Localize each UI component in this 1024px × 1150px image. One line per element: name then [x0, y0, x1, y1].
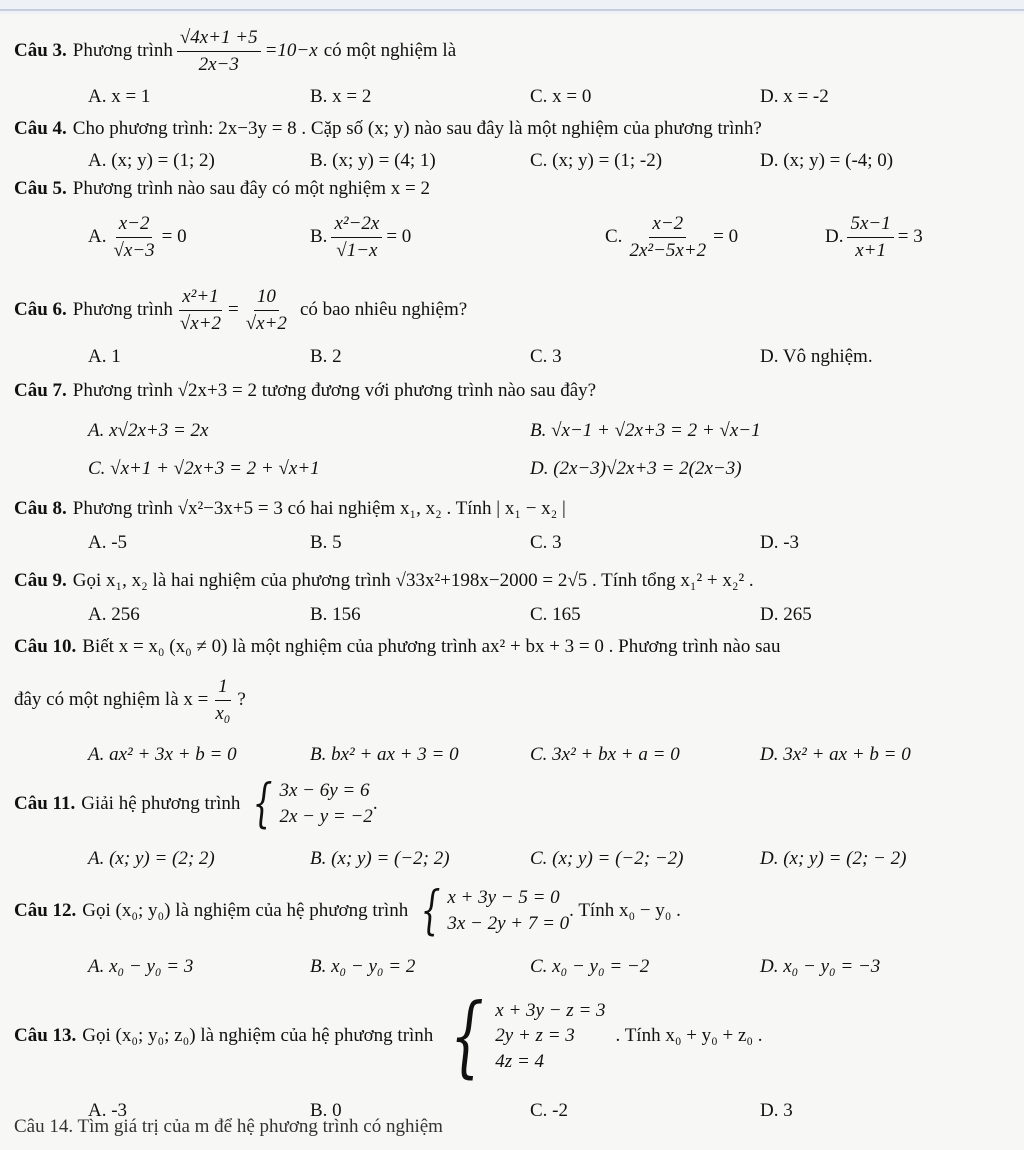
option-c: C. 165: [530, 604, 581, 625]
system-equation-2: 3x − 2y + 7 = 0: [447, 913, 570, 934]
option-d: D. 3: [760, 1100, 793, 1121]
equation-system: [439, 984, 606, 1087]
option-c: C. (x; y) = (−2; −2): [530, 848, 684, 869]
option-c: C. x = 0: [530, 86, 592, 107]
option-d: D. (x; y) = (2; − 2): [760, 848, 907, 869]
option-a: A. 256: [88, 604, 140, 625]
question-tail: có bao nhiêu nghiệm?: [299, 299, 468, 320]
fraction-denominator: 2x−3: [198, 53, 239, 75]
question-7: [14, 380, 596, 402]
option-b: B. 0: [310, 1100, 342, 1121]
option-d: D. x₀ − y₀ = −3: [760, 956, 881, 977]
option-d: D. (2x−3)√2x+3 = 2(2x−3): [530, 458, 742, 479]
fraction: [177, 27, 261, 76]
fraction-denominator: √x−3: [113, 239, 155, 261]
option-a: A. x = 1: [88, 86, 151, 107]
question-lead: Phương trình: [72, 40, 173, 61]
question-text: Cho phương trình: 2x−3y = 8 . Cặp số (x; y) nào sau đây là một nghiệm của phương trình?: [72, 118, 762, 139]
option-a: A. x₀ − y₀ = 3: [88, 956, 194, 977]
equation-system: [246, 774, 373, 834]
question-10-line-2: [14, 672, 246, 728]
option-a: A. -5: [88, 532, 128, 553]
fraction-denominator: x₀: [215, 702, 231, 724]
fraction: [212, 676, 233, 725]
option-letter: B.: [310, 226, 328, 247]
fraction-denominator: √x+2: [179, 312, 222, 334]
option-b: B. bx² + ax + 3 = 0: [310, 744, 459, 765]
question-4: [14, 118, 762, 140]
cut-off-text: Câu 14. Tìm giá trị của m để hệ phương trình có nghiệm: [14, 1116, 443, 1137]
option-c: C. 3: [530, 346, 562, 367]
fraction-numerator: √4x+1 +5: [177, 27, 261, 52]
fraction-numerator: x−2: [116, 213, 153, 238]
question-lead: Phương trình: [72, 299, 173, 320]
fraction-numerator: x²−2x: [331, 213, 382, 238]
option-a: A. (x; y) = (1; 2): [88, 150, 215, 171]
option-d: D. -3: [760, 532, 800, 553]
equation-rhs: =10−x: [264, 40, 318, 61]
option-a: A. -3: [88, 1100, 128, 1121]
option-letter: C.: [605, 226, 623, 247]
option-d: D. Vô nghiệm.: [760, 346, 873, 367]
fraction: [331, 213, 382, 262]
fraction-numerator: 5x−1: [847, 213, 893, 238]
option-d: D. 3x² + ax + b = 0: [760, 744, 911, 765]
option-letter: A.: [88, 226, 107, 247]
option-c: C. 3x² + bx + a = 0: [530, 744, 680, 765]
fraction-numerator: 1: [215, 676, 231, 701]
equation-rhs: = 0: [161, 226, 187, 247]
question-label: Câu 10.: [14, 636, 77, 657]
left-brace: {: [252, 774, 273, 834]
option-c: [605, 208, 738, 266]
question-label: Câu 12.: [14, 900, 77, 921]
equals-sign: =: [228, 299, 239, 320]
option-b: B. (x; y) = (4; 1): [310, 150, 436, 171]
fraction-numerator: x−2: [649, 213, 686, 238]
question-label: Câu 7.: [14, 380, 67, 401]
fraction: [626, 213, 709, 262]
question-tail: .: [372, 793, 378, 814]
fraction-denominator: x+1: [855, 239, 886, 261]
question-text: Biết x = x₀ (x₀ ≠ 0) là một nghiệm của phương trình ax² + bx + 3 = 0 . Phương trình nào sau: [82, 636, 781, 657]
system-equation-2: 2y + z = 3: [495, 1025, 575, 1047]
option-b: B. 2: [310, 346, 342, 367]
question-8: [14, 498, 566, 520]
fraction: [110, 213, 157, 262]
question-label: Câu 8.: [14, 498, 67, 519]
fraction-denominator: 2x²−5x+2: [629, 239, 707, 261]
system-equation-3: 4z = 4: [495, 1050, 545, 1072]
question-tail: ?: [237, 689, 246, 710]
question-label: Câu 5.: [14, 178, 67, 199]
option-b: B. 5: [310, 532, 342, 553]
option-b: B. 156: [310, 604, 361, 625]
question-label: Câu 11.: [14, 793, 76, 814]
question-text: Phương trình √2x+3 = 2 tương đương với phương trình nào sau đây?: [72, 380, 597, 401]
option-a: A. x√2x+3 = 2x: [88, 420, 209, 441]
equation-rhs: = 0: [386, 226, 412, 247]
question-label: Câu 4.: [14, 118, 67, 139]
left-brace: {: [420, 881, 441, 941]
question-lead: Giải hệ phương trình: [81, 793, 241, 814]
fraction-numerator: x²+1: [179, 286, 221, 311]
option-d: [825, 208, 923, 266]
option-b: B. (x; y) = (−2; 2): [310, 848, 450, 869]
option-b: B. x = 2: [310, 86, 372, 107]
question-5: [14, 178, 430, 200]
option-a: A. 1: [88, 346, 121, 367]
system-lines: [447, 885, 569, 936]
fraction-numerator: 10: [254, 286, 279, 311]
system-equation-1: x + 3y − 5 = 0: [447, 887, 560, 909]
fraction: [177, 286, 224, 335]
question-11: [14, 774, 378, 834]
equation-system: [414, 881, 570, 941]
question-3: [14, 22, 456, 80]
system-lines: [279, 778, 372, 829]
fraction: [847, 213, 893, 262]
system-equation-1: 3x − 6y = 6: [279, 780, 370, 802]
option-a: A. ax² + 3x + b = 0: [88, 744, 237, 765]
question-12: [14, 880, 681, 942]
option-d: D. (x; y) = (-4; 0): [760, 150, 894, 171]
question-lead: Gọi (x₀; y₀) là nghiệm của hệ phương trình: [82, 900, 409, 921]
question-label: Câu 3.: [14, 40, 67, 61]
question-label: Câu 6.: [14, 299, 67, 320]
question-label: Câu 13.: [14, 1025, 77, 1046]
option-c: C. √x+1 + √2x+3 = 2 + √x+1: [88, 458, 320, 479]
fraction-denominator: √x+2: [245, 312, 287, 334]
question-9: [14, 570, 754, 592]
option-c: C. x₀ − y₀ = −2: [530, 956, 650, 977]
option-b: [310, 208, 411, 266]
equation-rhs: = 0: [713, 226, 739, 247]
system-equation-1: x + 3y − z = 3: [495, 999, 606, 1021]
question-13: [14, 984, 763, 1087]
question-tail: . Tính x₀ + y₀ + z₀ .: [615, 1025, 763, 1046]
question-lead: Gọi (x₀; y₀; z₀) là nghiệm của hệ phương trình: [82, 1025, 434, 1046]
question-text: Phương trình nào sau đây có một nghiệm x = 2: [72, 178, 430, 199]
option-b: B. √x−1 + √2x+3 = 2 + √x−1: [530, 420, 761, 441]
question-6: [14, 280, 467, 340]
question-tail: có một nghiệm là: [323, 40, 457, 61]
option-d: D. x = -2: [760, 86, 829, 107]
question-label: Câu 9.: [14, 570, 67, 591]
option-letter: D.: [825, 226, 844, 247]
option-d: D. 265: [760, 604, 812, 625]
equation-rhs: = 3: [897, 226, 923, 247]
system-equation-2: 2x − y = −2: [279, 806, 373, 827]
system-lines: [495, 998, 605, 1075]
question-text: Phương trình √x²−3x+5 = 3 có hai nghiệm x₁, x₂ . Tính | x₁ − x₂ |: [72, 498, 566, 519]
option-a: A. (x; y) = (2; 2): [88, 848, 215, 869]
question-text: Gọi x₁, x₂ là hai nghiệm của phương trình √33x²+198x−2000 = 2√5 . Tính tổng x₁² + x₂² .: [72, 570, 754, 591]
fraction-denominator: √1−x: [336, 239, 378, 261]
cut-off-next-question: [0, 1116, 1024, 1138]
option-b: B. x₀ − y₀ = 2: [310, 956, 416, 977]
fraction: [243, 286, 290, 335]
option-c: C. -2: [530, 1100, 568, 1121]
option-c: C. (x; y) = (1; -2): [530, 150, 663, 171]
question-tail: . Tính x₀ − y₀ .: [569, 900, 681, 921]
option-a: [88, 208, 187, 266]
question-text: đây có một nghiệm là x =: [14, 689, 209, 710]
option-c: C. 3: [530, 532, 562, 553]
question-10: [14, 636, 780, 658]
left-brace: {: [450, 984, 485, 1087]
